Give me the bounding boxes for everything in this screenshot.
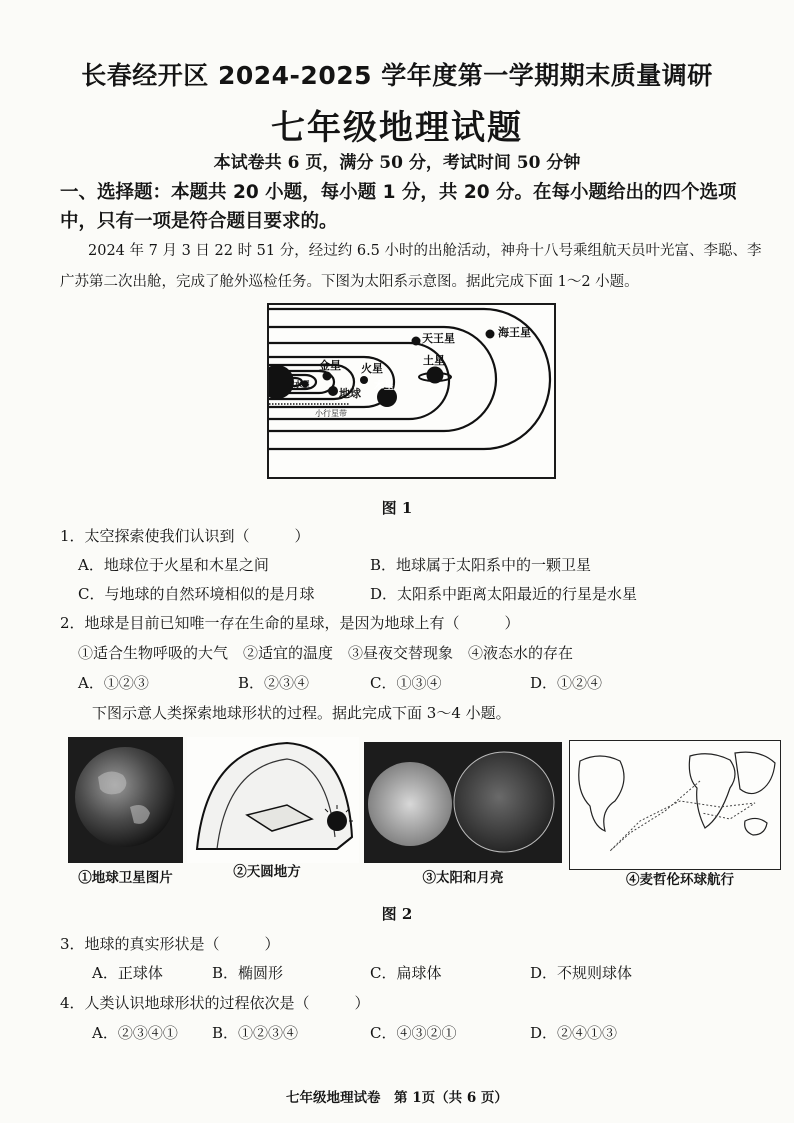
earth-icon bbox=[328, 386, 338, 396]
label-jupiter: 木星 bbox=[374, 381, 394, 392]
q4-option-a: A．②③④① bbox=[92, 1024, 178, 1042]
q1-option-c: C．与地球的自然环境相似的是月球 bbox=[78, 585, 315, 603]
label-venus: 金星 bbox=[319, 359, 341, 372]
photo4-caption: ④麦哲伦环球航行 bbox=[626, 872, 734, 888]
earth-satellite-photo bbox=[68, 737, 183, 863]
q2-stem: 2．地球是目前已知唯一存在生命的星球，是因为地球上有（ ） bbox=[60, 614, 520, 632]
q2-conditions: ①适合生物呼吸的大气 ②适宜的温度 ③昼夜交替现象 ④液态水的存在 bbox=[78, 644, 574, 662]
q2-option-d: D．①②④ bbox=[530, 674, 603, 692]
q1-option-a: A．地球位于火星和木星之间 bbox=[78, 556, 269, 574]
americas-outline bbox=[579, 756, 624, 831]
voyage-route bbox=[610, 781, 755, 851]
q1-stem: 1．太空探索使我们认识到（ ） bbox=[60, 527, 310, 545]
label-asteroid-belt: 小行星带 bbox=[315, 409, 347, 418]
q3-option-d: D．不规则球体 bbox=[530, 964, 633, 982]
magellan-voyage-map bbox=[569, 740, 781, 870]
q4-option-d: D．②④①③ bbox=[530, 1024, 618, 1042]
mars-icon bbox=[360, 376, 368, 384]
label-mercury: 水星 bbox=[294, 380, 310, 389]
sun-and-moon-photo bbox=[364, 742, 562, 863]
sun-disc-icon bbox=[327, 811, 347, 831]
page-footer: 七年级地理试卷 第 1页（共 6 页） bbox=[286, 1090, 508, 1106]
label-mars: 火星 bbox=[361, 362, 383, 375]
q3-option-b: B．椭圆形 bbox=[212, 964, 284, 982]
solar-system-svg bbox=[269, 305, 554, 477]
australia-outline bbox=[745, 818, 767, 835]
figure1-caption: 图 1 bbox=[381, 499, 413, 517]
sun-photo-icon bbox=[368, 762, 452, 846]
photo2-caption: ②天圆地方 bbox=[233, 864, 301, 880]
q1-option-b: B．地球属于太阳系中的一颗卫星 bbox=[370, 556, 592, 574]
intro-q3-q4: 下图示意人类探索地球形状的过程。据此完成下面 3～4 小题。 bbox=[92, 704, 511, 722]
photo3-caption: ③太阳和月亮 bbox=[422, 870, 504, 886]
q2-option-c: C．①③④ bbox=[370, 674, 442, 692]
exam-subject-title: 七年级地理试题 bbox=[271, 108, 523, 148]
asia-outline bbox=[735, 752, 775, 793]
figure2-caption: 图 2 bbox=[381, 905, 413, 923]
q3-stem: 3．地球的真实形状是（ ） bbox=[60, 935, 280, 953]
label-neptune: 海王星 bbox=[498, 326, 531, 339]
heaven-round-earth-square-drawing bbox=[187, 737, 359, 863]
label-earth: 地球 bbox=[339, 387, 361, 400]
exam-institution-title: 长春经开区 2024-2025 学年度第一学期期末质量调研 bbox=[81, 61, 713, 90]
moon-photo-icon bbox=[454, 752, 554, 852]
q2-option-a: A．①②③ bbox=[78, 674, 149, 692]
saturn-icon bbox=[427, 367, 444, 384]
q4-stem: 4．人类认识地球形状的过程依次是（ ） bbox=[60, 994, 370, 1012]
label-saturn: 土星 bbox=[423, 354, 445, 367]
uranus-icon bbox=[412, 337, 421, 346]
q3-option-c: C．扁球体 bbox=[370, 964, 442, 982]
earth-globe-icon bbox=[75, 747, 175, 847]
label-uranus: 天王星 bbox=[422, 332, 455, 345]
q4-option-c: C．④③②① bbox=[370, 1024, 457, 1042]
venus-icon bbox=[323, 372, 332, 381]
q4-option-b: B．①②③④ bbox=[212, 1024, 299, 1042]
section-heading: 一、选择题：本题共 20 小题，每小题 1 分，共 20 分。在每小题给出的四个选项中，只有一项是符合题目要求的。 bbox=[60, 182, 737, 232]
solar-system-diagram bbox=[267, 303, 556, 479]
photo1-caption: ①地球卫星图片 bbox=[78, 870, 173, 886]
africa-europe-outline bbox=[689, 754, 735, 828]
intro-paragraph: 2024 年 7 月 3 日 22 时 51 分，经过约 6.5 小时的出舱活动，神舟十八号乘组航天员叶光富、李聪、李广苏第二次出舱，完成了舱外巡检任务。下图为太阳系示意图。据此完成下面 1～2 小题。 bbox=[60, 243, 762, 290]
exam-info: 本试卷共 6 页，满分 50 分，考试时间 50 分钟 bbox=[213, 153, 581, 173]
dome-outline bbox=[197, 743, 352, 849]
neptune-icon bbox=[486, 330, 495, 339]
q2-option-b: B．②③④ bbox=[238, 674, 310, 692]
q3-option-a: A．正球体 bbox=[92, 964, 163, 982]
q1-option-d: D．太阳系中距离太阳最近的行星是水星 bbox=[370, 585, 638, 603]
